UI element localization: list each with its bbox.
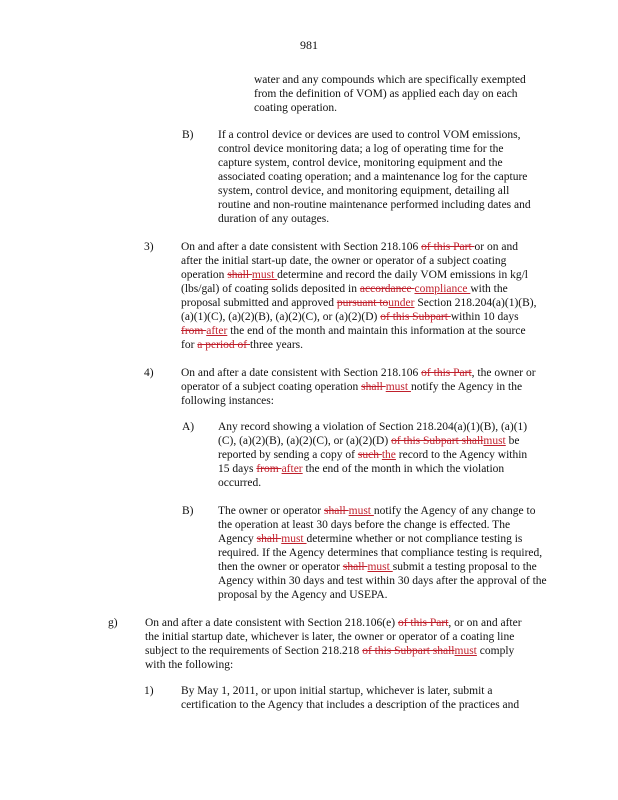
text-run: within 10 days bbox=[450, 311, 519, 323]
continued-text-top bbox=[254, 73, 544, 115]
deleted-text: of this Subpart shall bbox=[391, 435, 484, 447]
item-4-text bbox=[181, 366, 541, 408]
inserted-text: must bbox=[367, 561, 393, 573]
item-4-b-text bbox=[218, 504, 548, 602]
text-run: the end of the month in which the violation occurred. bbox=[218, 463, 505, 489]
deleted-text: such bbox=[357, 449, 382, 461]
page-number: 981 bbox=[300, 38, 318, 52]
text-run: The owner or operator bbox=[218, 505, 325, 517]
deleted-text: from bbox=[181, 325, 207, 337]
deleted-text: shall bbox=[324, 505, 349, 517]
inserted-text: compliance bbox=[414, 283, 471, 295]
text-run: On and after a date consistent with Section 218.106 bbox=[181, 241, 422, 253]
inserted-text: under bbox=[388, 297, 415, 309]
item-g-text bbox=[145, 616, 537, 672]
deleted-text: accordance bbox=[359, 283, 415, 295]
item-4-label: 4) bbox=[144, 367, 154, 379]
text-run: determine and record the daily VOM emissions in kg/l (lbs/gal) of coating solids deposited in bbox=[181, 269, 528, 295]
text-run: record to the Agency within 15 days bbox=[218, 449, 528, 475]
inserted-text: must bbox=[281, 533, 307, 545]
deleted-text: shall bbox=[256, 533, 282, 545]
deleted-text: of this Part bbox=[397, 617, 449, 629]
item-4-a-label: A) bbox=[182, 421, 195, 433]
inserted-text: after bbox=[206, 325, 228, 337]
inserted-text: must bbox=[483, 435, 506, 447]
text-run: , the owner or operator of a subject coating operation bbox=[181, 367, 536, 393]
deleted-text: pursuant to bbox=[336, 297, 389, 309]
item-f-b-text bbox=[218, 128, 538, 226]
deleted-text: of this Subpart shall bbox=[362, 645, 455, 657]
item-g-1-label: 1) bbox=[144, 685, 154, 697]
inserted-text: must bbox=[454, 645, 477, 657]
item-g-1-text bbox=[181, 684, 541, 712]
item-3-label: 3) bbox=[144, 241, 154, 253]
deleted-text: a period of bbox=[197, 339, 250, 351]
text-run: notify the Agency of any change to the operation at least 30 days before the change is effected. The Agency bbox=[218, 505, 536, 545]
deleted-text: of this Part bbox=[421, 241, 475, 253]
deleted-text: of this Subpart bbox=[380, 311, 451, 323]
text-run: with the proposal submitted and approved bbox=[181, 283, 508, 309]
text-run: On and after a date consistent with Section 218.106(e) bbox=[145, 617, 398, 629]
item-4-a-text bbox=[218, 420, 540, 490]
text-run: the end of the month and maintain this information at the source for bbox=[181, 325, 526, 351]
inserted-text: the bbox=[381, 449, 396, 461]
deleted-text: shall bbox=[342, 561, 368, 573]
text-run: On and after a date consistent with Section 218.106 bbox=[181, 367, 422, 379]
inserted-text: must bbox=[348, 505, 374, 517]
text-run: submit a testing proposal to the Agency within 30 days and test within 30 days after the approval of the proposal by the Agency and USEPA. bbox=[218, 561, 547, 601]
deleted-text: shall bbox=[227, 269, 252, 281]
text-run: water and any compounds which are specifically exempted from the definition of VOM) as applied each day on each coating operation. bbox=[254, 74, 526, 114]
text-run: or on and after the initial start-up date, the owner or operator of a subject coating operation bbox=[181, 241, 518, 281]
item-4-b-label: B) bbox=[182, 505, 194, 517]
text-run: Any record showing a violation of Section 218.204(a)(1)(B), (a)(1)(C), (a)(2)(B), (a)(2)(C), or (a)(2)(D) bbox=[218, 421, 528, 447]
item-f-b-label: B) bbox=[182, 129, 194, 141]
inserted-text: after bbox=[281, 463, 303, 475]
text-run: notify the Agency in the following instances: bbox=[181, 381, 523, 407]
text-run: Section 218.204(a)(1)(B), (a)(1)(C), (a)(2)(B), (a)(2)(C), or (a)(2)(D) bbox=[181, 297, 537, 323]
text-run: three years. bbox=[250, 339, 303, 351]
text-run: determine whether or not compliance testing is required. If the Agency determines that compliance testing is required, then the owner or operator bbox=[218, 533, 543, 573]
deleted-text: of this Part bbox=[421, 367, 472, 379]
inserted-text: must bbox=[251, 269, 278, 281]
text-run: comply with the following: bbox=[145, 645, 515, 671]
text-run: be reported by sending a copy of bbox=[218, 435, 520, 461]
deleted-text: from bbox=[256, 463, 282, 475]
inserted-text: must bbox=[385, 381, 411, 393]
text-run: , or on and after the initial startup date, whichever is later, the owner or operator of a coating line subject to the requirements of Section 218.218 bbox=[145, 617, 522, 657]
item-3-text bbox=[181, 240, 541, 352]
text-run: By May 1, 2011, or upon initial startup, whichever is later, submit a certification to the Agency that includes a description of the practices and bbox=[181, 685, 520, 711]
text-run: If a control device or devices are used to control VOM emissions, control device monitoring data; a log of operating time for the capture system, control device, monitoring equipment and the associated coating operation; and a maintenance log for the capture system, control device, and monitoring equipment, detailing all routine and non-routine maintenance performed including dates and duration of any outages. bbox=[218, 129, 531, 225]
deleted-text: shall bbox=[361, 381, 386, 393]
item-g-label: g) bbox=[108, 617, 118, 629]
